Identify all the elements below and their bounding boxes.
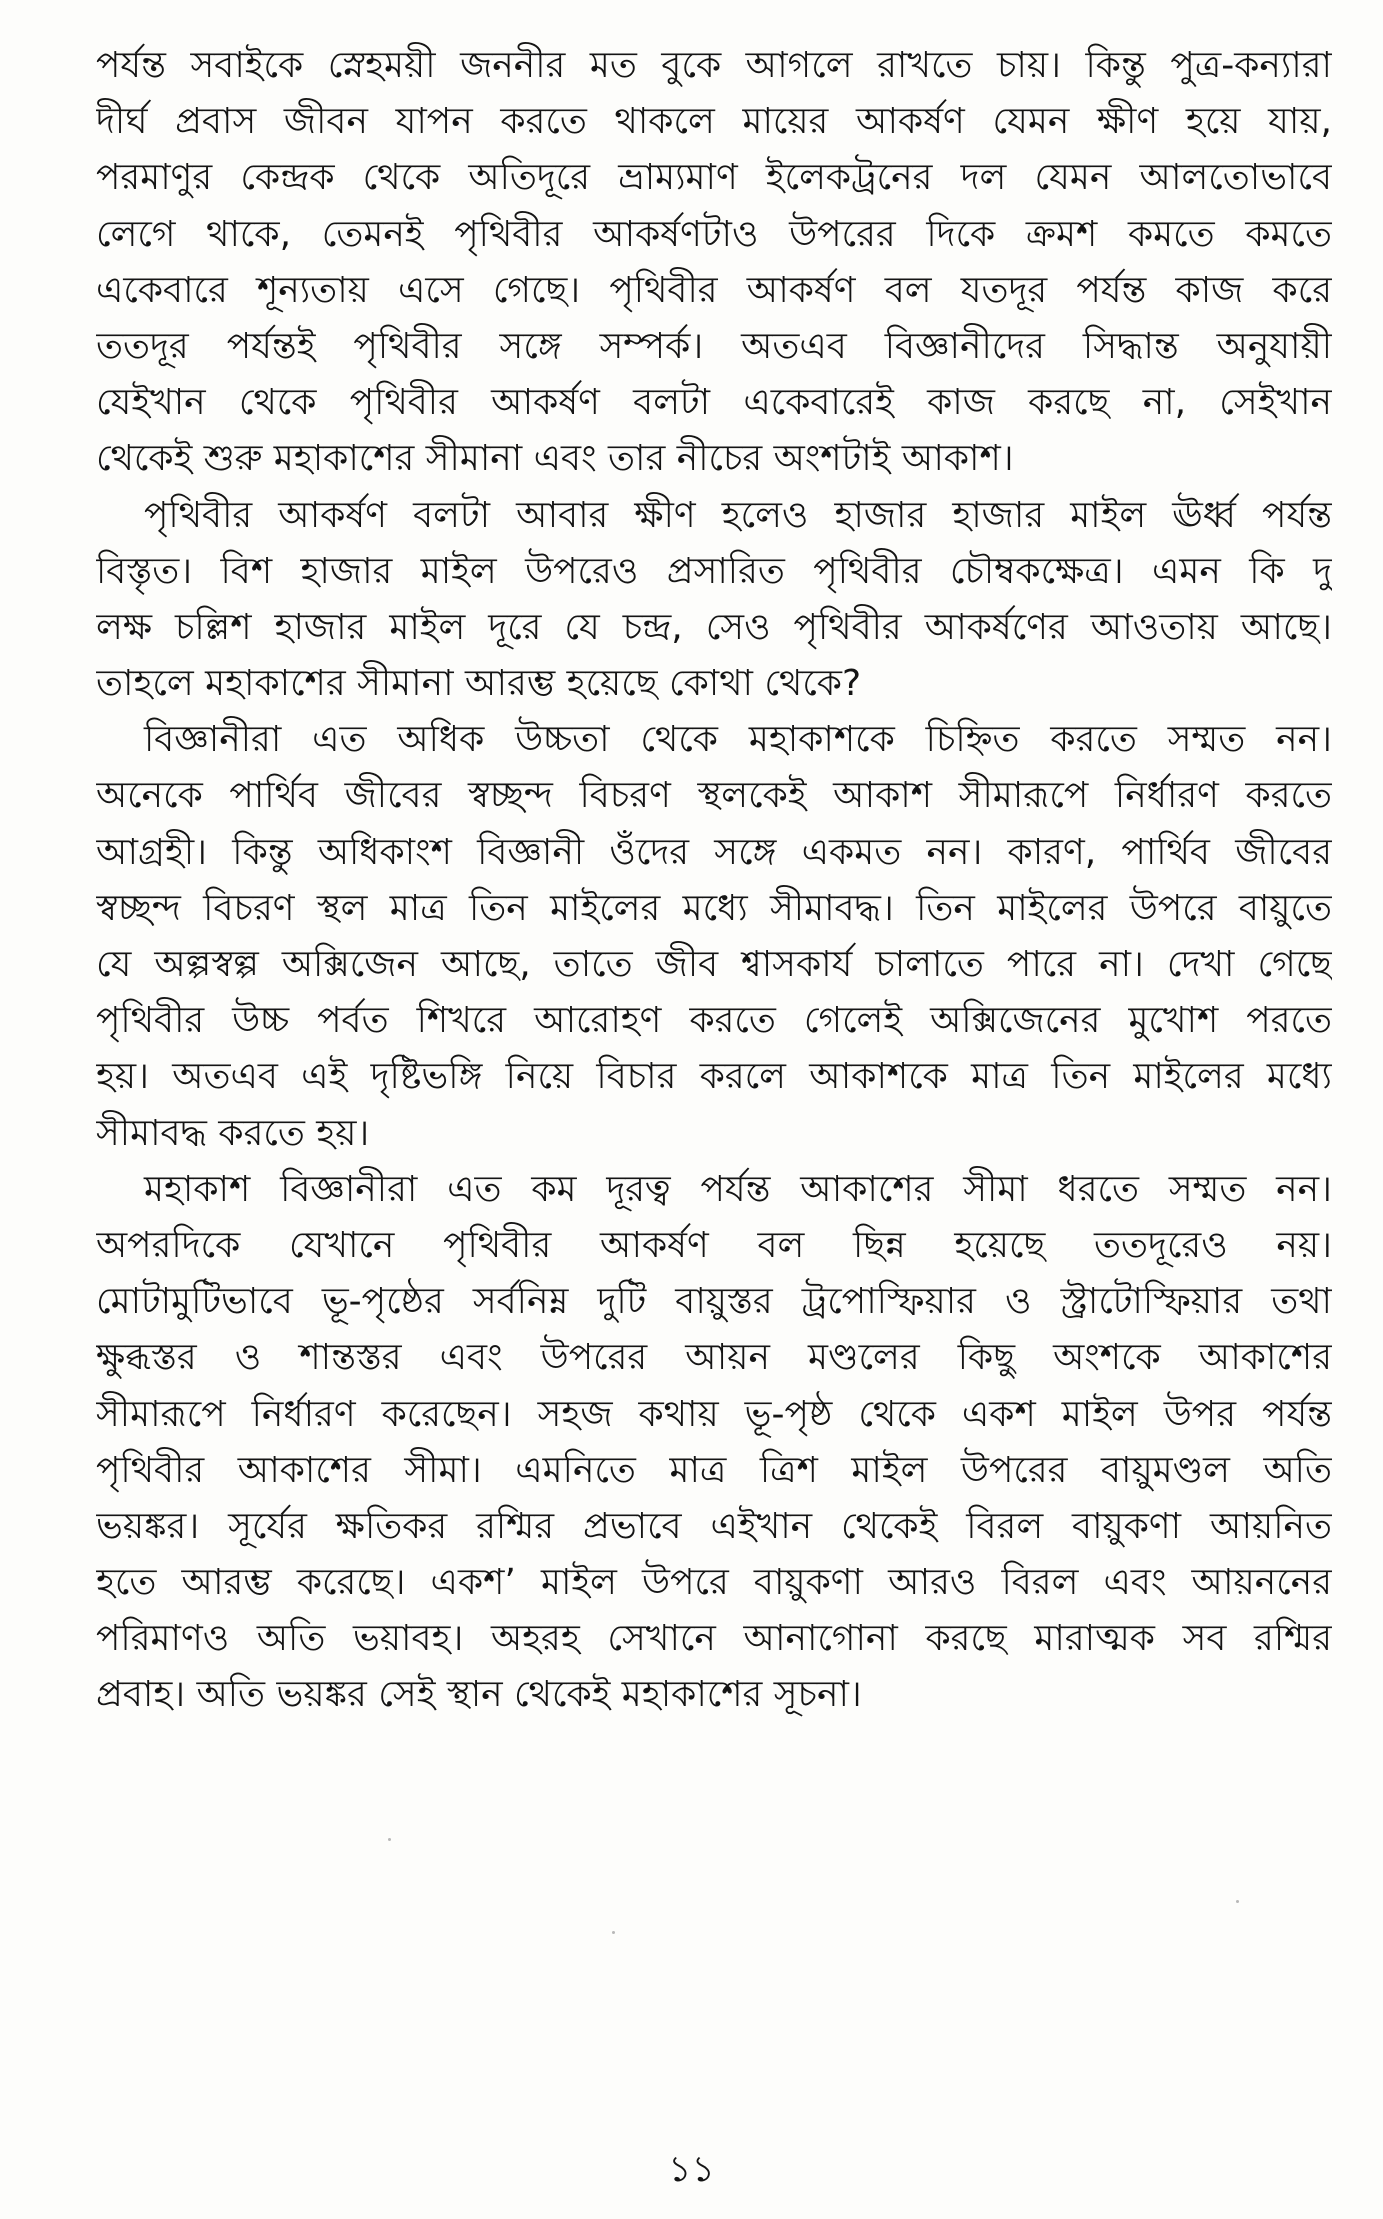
paragraph-3 — [96, 712, 1332, 1162]
text-line: সীমারূপে নির্ধারণ করেছেন। সহজ কথায় ভূ-পৃষ্ঠ থেকে একশ মাইল উপর পর্যন্ত — [96, 1393, 1332, 1435]
text-line: পরিমাণও অতি ভয়াবহ। অহরহ সেখানে আনাগোনা করছে মারাত্মক সব রশ্মির — [96, 1618, 1332, 1660]
text-line: লেগে থাকে, তেমনই পৃথিবীর আকর্ষণটাও উপরের দিকে ক্রমশ কমতে কমতে — [96, 213, 1332, 255]
text-line: লক্ষ চল্লিশ হাজার মাইল দূরে যে চন্দ্র, সেও পৃথিবীর আকর্ষণের আওতায় আছে। — [96, 606, 1332, 648]
text-line: হতে আরম্ভ করেছে। একশ’ মাইল উপরে বায়ুকণা আরও বিরল এবং আয়ননের — [96, 1562, 1332, 1604]
text-line: পৃথিবীর উচ্চ পর্বত শিখরে আরোহণ করতে গেলেই অক্সিজেনের মুখোশ পরতে — [96, 1000, 1332, 1042]
text-line: বিজ্ঞানীরা এত অধিক উচ্চতা থেকে মহাকাশকে চিহ্নিত করতে সম্মত নন। — [144, 719, 1332, 761]
text-line: হয়। অতএব এই দৃষ্টিভঙ্গি নিয়ে বিচার করলে আকাশকে মাত্র তিন মাইলের মধ্যে — [96, 1056, 1332, 1098]
text-line: পৃথিবীর আকর্ষণ বলটা আবার ক্ষীণ হলেও হাজার হাজার মাইল ঊর্ধ্ব পর্যন্ত — [144, 494, 1332, 536]
paragraph-2 — [96, 488, 1332, 713]
text-line: ক্ষুব্ধস্তর ও শান্তস্তর এবং উপরের আয়ন মণ্ডলের কিছু অংশকে আকাশের — [96, 1337, 1332, 1379]
paragraph-4 — [96, 1162, 1332, 1724]
text-line: আগ্রহী। কিন্তু অধিকাংশ বিজ্ঞানী ওঁদের সঙ্গে একমত নন। কারণ, পার্থিব জীবের — [96, 831, 1332, 873]
text-line: অপরদিকে যেখানে পৃথিবীর আকর্ষণ বল ছিন্ন হয়েছে ততদূরেও নয়। — [96, 1224, 1332, 1266]
paragraph-1 — [96, 38, 1332, 488]
text-line: মহাকাশ বিজ্ঞানীরা এত কম দূরত্ব পর্যন্ত আকাশের সীমা ধরতে সম্মত নন। — [144, 1168, 1332, 1210]
text-line: দীর্ঘ প্রবাস জীবন যাপন করতে থাকলে মায়ের আকর্ষণ যেমন ক্ষীণ হয়ে যায়, — [96, 101, 1332, 143]
paper-speck — [612, 1931, 615, 1934]
text-line: পরমাণুর কেন্দ্রক থেকে অতিদূরে ভ্রাম্যমাণ ইলেকট্রনের দল যেমন আলতোভাবে — [96, 157, 1332, 199]
text-line: অনেকে পার্থিব জীবের স্বচ্ছন্দ বিচরণ স্থলকেই আকাশ সীমারূপে নির্ধারণ করতে — [96, 775, 1332, 817]
text-line: থেকেই শুরু মহাকাশের সীমানা এবং তার নীচের অংশটাই আকাশ। — [96, 438, 1014, 480]
text-line: পৃথিবীর আকাশের সীমা। এমনিতে মাত্র ত্রিশ মাইল উপরের বায়ুমণ্ডল অতি — [96, 1449, 1332, 1491]
text-line: যে অল্পস্বল্প অক্সিজেন আছে, তাতে জীব শ্বাসকার্য চালাতে পারে না। দেখা গেছে — [96, 944, 1332, 985]
text-line: যেইখান থেকে পৃথিবীর আকর্ষণ বলটা একেবারেই কাজ করছে না, সেইখান — [96, 382, 1332, 424]
text-line: সীমাবদ্ধ করতে হয়। — [96, 1112, 370, 1154]
text-line: একেবারে শূন্যতায় এসে গেছে। পৃথিবীর আকর্ষণ বল যতদূর পর্যন্ত কাজ করে — [96, 269, 1332, 311]
text-line: স্বচ্ছন্দ বিচরণ স্থল মাত্র তিন মাইলের মধ্যে সীমাবদ্ধ। তিন মাইলের উপরে বায়ুতে — [96, 887, 1332, 929]
page-number: ১১ — [668, 2149, 715, 2190]
paper-speck — [388, 1838, 391, 1841]
text-line: পর্যন্ত সবাইকে স্নেহময়ী জননীর মত বুকে আগলে রাখতে চায়। কিন্তু পুত্র-কন্যারা — [96, 45, 1332, 86]
body-text — [96, 38, 1332, 1724]
paper-speck — [1236, 1900, 1239, 1903]
text-line: ততদূর পর্যন্তই পৃথিবীর সঙ্গে সম্পর্ক। অতএব বিজ্ঞানীদের সিদ্ধান্ত অনুযায়ী — [96, 325, 1332, 367]
text-line: বিস্তৃত। বিশ হাজার মাইল উপরেও প্রসারিত পৃথিবীর চৌম্বকক্ষেত্র। এমন কি দু — [96, 550, 1332, 592]
text-line: ভয়ঙ্কর। সূর্যের ক্ষতিকর রশ্মির প্রভাবে এইখান থেকেই বিরল বায়ুকণা আয়নিত — [96, 1505, 1332, 1547]
text-line: তাহলে মহাকাশের সীমানা আরম্ভ হয়েছে কোথা থেকে? — [96, 663, 862, 705]
text-line: প্রবাহ। অতি ভয়ঙ্কর সেই স্থান থেকেই মহাকাশের সূচনা। — [96, 1674, 862, 1716]
text-line: মোটামুটিভাবে ভূ-পৃষ্ঠের সর্বনিম্ন দুটি বায়ুস্তর ট্রপোস্ফিয়ার ও স্ট্রাটোস্ফিয়ার তথা — [96, 1281, 1332, 1323]
